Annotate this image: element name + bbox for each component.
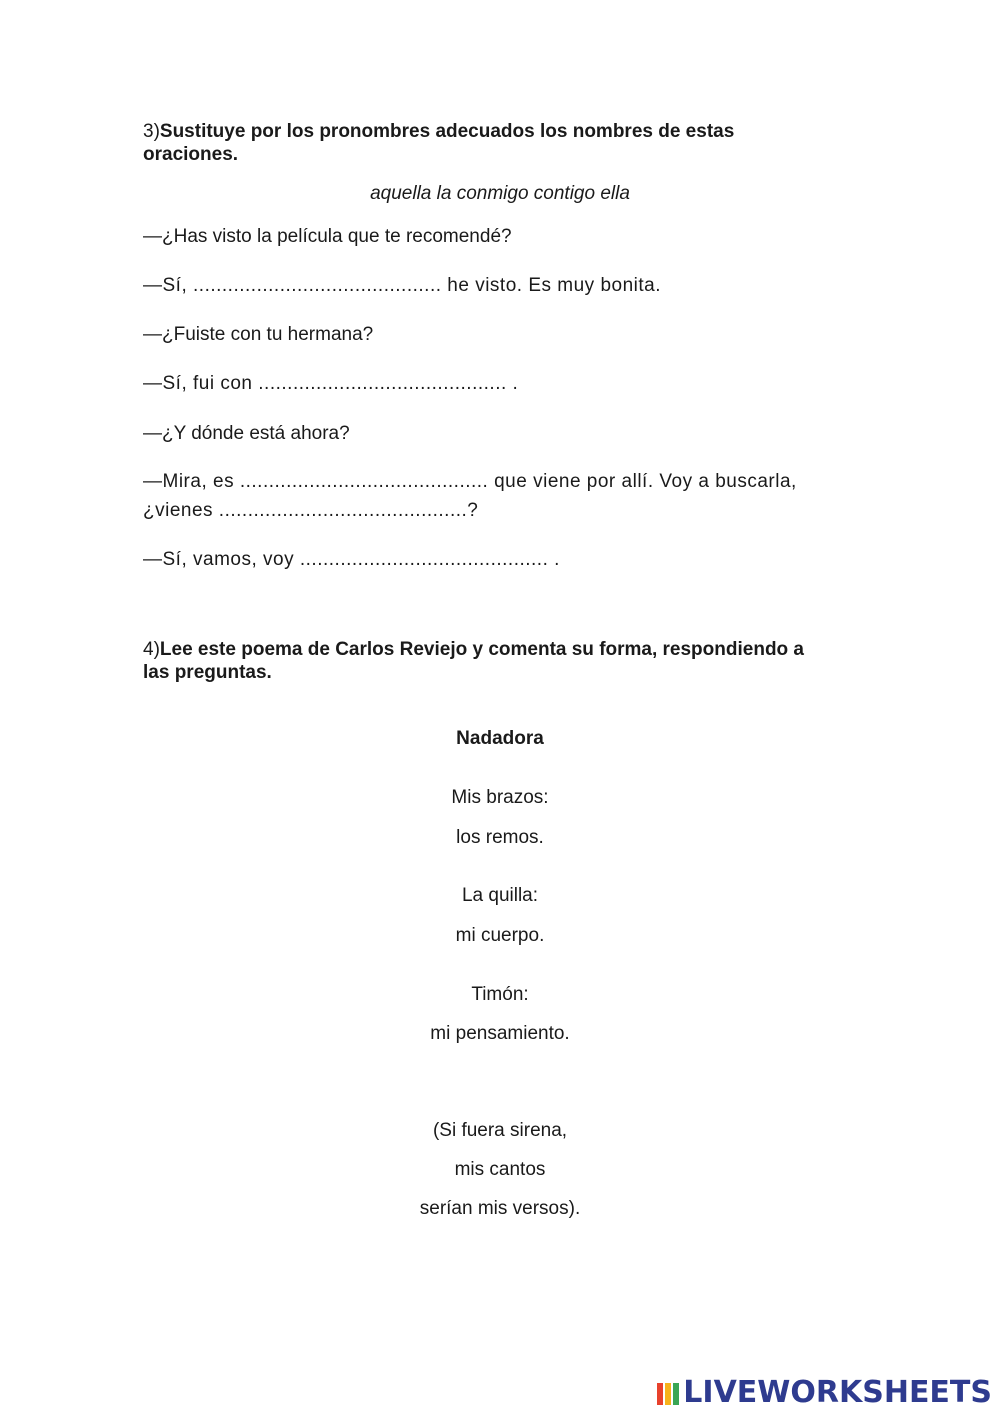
- q3-instruction-cont: [143, 143, 238, 166]
- q3-word-bank: aquella la conmigo contigo ella: [370, 183, 630, 204]
- q3-line-6[interactable]: —Mira, es ........................................... que viene por allí. Voy a buscarla,: [143, 471, 797, 492]
- poem-verse-3: La quilla:: [461, 885, 539, 906]
- q4-instruction-line1: Lee este poema de Carlos Reviejo y comenta su forma, respondiendo a: [159, 639, 804, 660]
- poem-verse-7: (Si fuera sirena,: [432, 1120, 568, 1141]
- poem-verse-1: Mis brazos:: [451, 787, 549, 808]
- q3-line-8[interactable]: —Sí, vamos, voy ........................................... .: [143, 549, 560, 570]
- q3-instruction-line1: Sustituye por los pronombres adecuados los nombres de estas: [159, 121, 735, 142]
- q3-instruction: [143, 120, 734, 143]
- poem-verse-4: mi cuerpo.: [455, 925, 545, 946]
- poem-verse-5: Timón:: [471, 984, 529, 1005]
- q3-instruction-line2: oraciones.: [143, 144, 239, 165]
- q4-instruction: [143, 638, 804, 661]
- q3-line-2[interactable]: —Sí, ........................................... he visto. Es muy bonita.: [143, 275, 661, 296]
- liveworksheets-logo-text: LIVEWORKSHEETS: [683, 1375, 992, 1410]
- liveworksheets-logo: [657, 1376, 992, 1410]
- liveworksheets-logo-icon: [657, 1379, 679, 1407]
- q3-line-4[interactable]: —Sí, fui con ........................................... .: [143, 373, 519, 394]
- q3-line-5: —¿Y dónde está ahora?: [143, 423, 350, 444]
- q4-instruction-line2: las preguntas.: [143, 662, 272, 683]
- poem-verse-9: serían mis versos).: [419, 1198, 581, 1219]
- poem-verse-2: los remos.: [456, 827, 544, 848]
- q4-number: 4): [143, 639, 160, 660]
- poem-verse-6: mi pensamiento.: [430, 1023, 570, 1044]
- q4-instruction-cont: [143, 661, 272, 684]
- q3-line-3: —¿Fuiste con tu hermana?: [143, 324, 374, 345]
- q3-number: 3): [143, 121, 160, 142]
- q3-line-1: —¿Has visto la película que te recomendé?: [143, 226, 512, 247]
- poem-title: Nadadora: [456, 728, 544, 749]
- q3-line-7[interactable]: ¿vienes ...........................................?: [143, 500, 479, 521]
- poem-verse-8: mis cantos: [454, 1159, 546, 1180]
